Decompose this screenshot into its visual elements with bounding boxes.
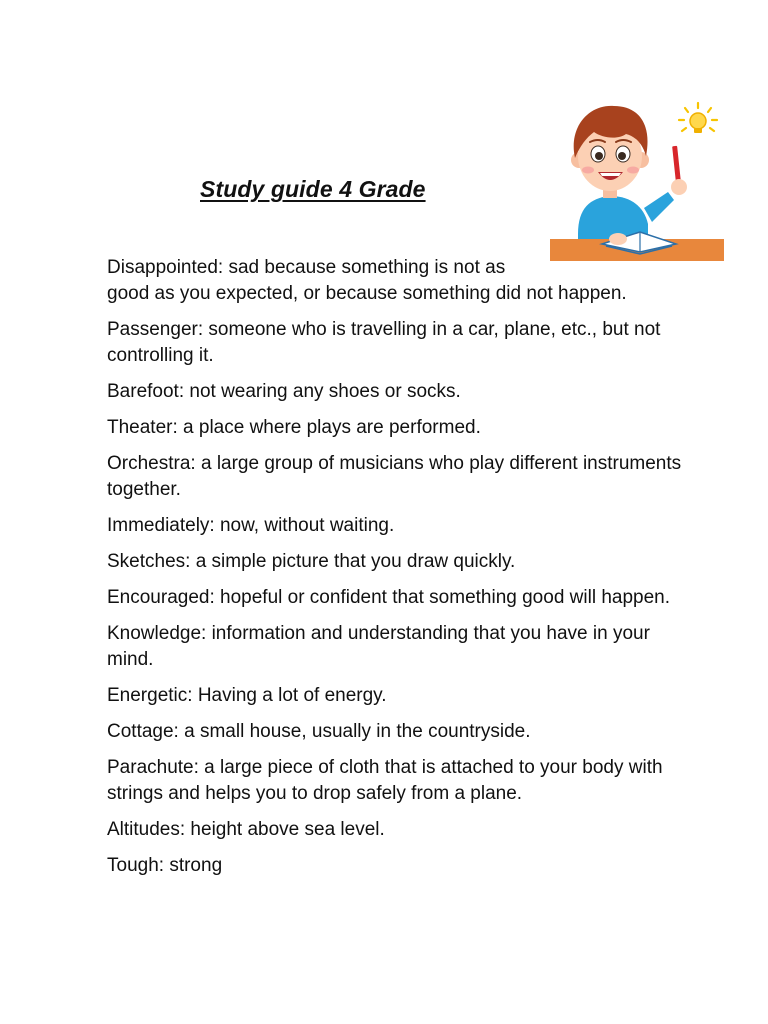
definition-item <box>107 255 682 307</box>
definition-item: Barefoot: not wearing any shoes or socks. <box>107 381 461 402</box>
child-studying-icon <box>548 96 726 264</box>
definition-text: Disappointed: sad because something is not as <box>107 257 506 278</box>
definition-item: Knowledge: information and understanding that you have in your mind. <box>107 623 650 670</box>
definition-item: Sketches: a simple picture that you draw quickly. <box>107 551 516 572</box>
definition-item: Theater: a place where plays are performed. <box>107 417 481 438</box>
definition-item: Energetic: Having a lot of energy. <box>107 685 387 706</box>
definition-text: good as you expected, or because something did not happen. <box>107 283 627 304</box>
definition-item: Immediately: now, without waiting. <box>107 515 395 536</box>
definition-item: Parachute: a large piece of cloth that is attached to your body with strings and helps you to drop safely from a plane. <box>107 757 663 804</box>
definition-item: Passenger: someone who is travelling in a car, plane, etc., but not controlling it. <box>107 319 661 366</box>
definition-item: Tough: strong <box>107 855 223 876</box>
definition-item: Encouraged: hopeful or confident that something good will happen. <box>107 587 671 608</box>
page-title: Study guide 4 Grade <box>200 176 426 202</box>
lightbulb-icon <box>679 103 717 133</box>
definition-item: Cottage: a small house, usually in the countryside. <box>107 721 531 742</box>
definition-item: Orchestra: a large group of musicians who play different instruments together. <box>107 453 682 500</box>
definition-list <box>107 255 682 889</box>
definition-item: Altitudes: height above sea level. <box>107 819 385 840</box>
